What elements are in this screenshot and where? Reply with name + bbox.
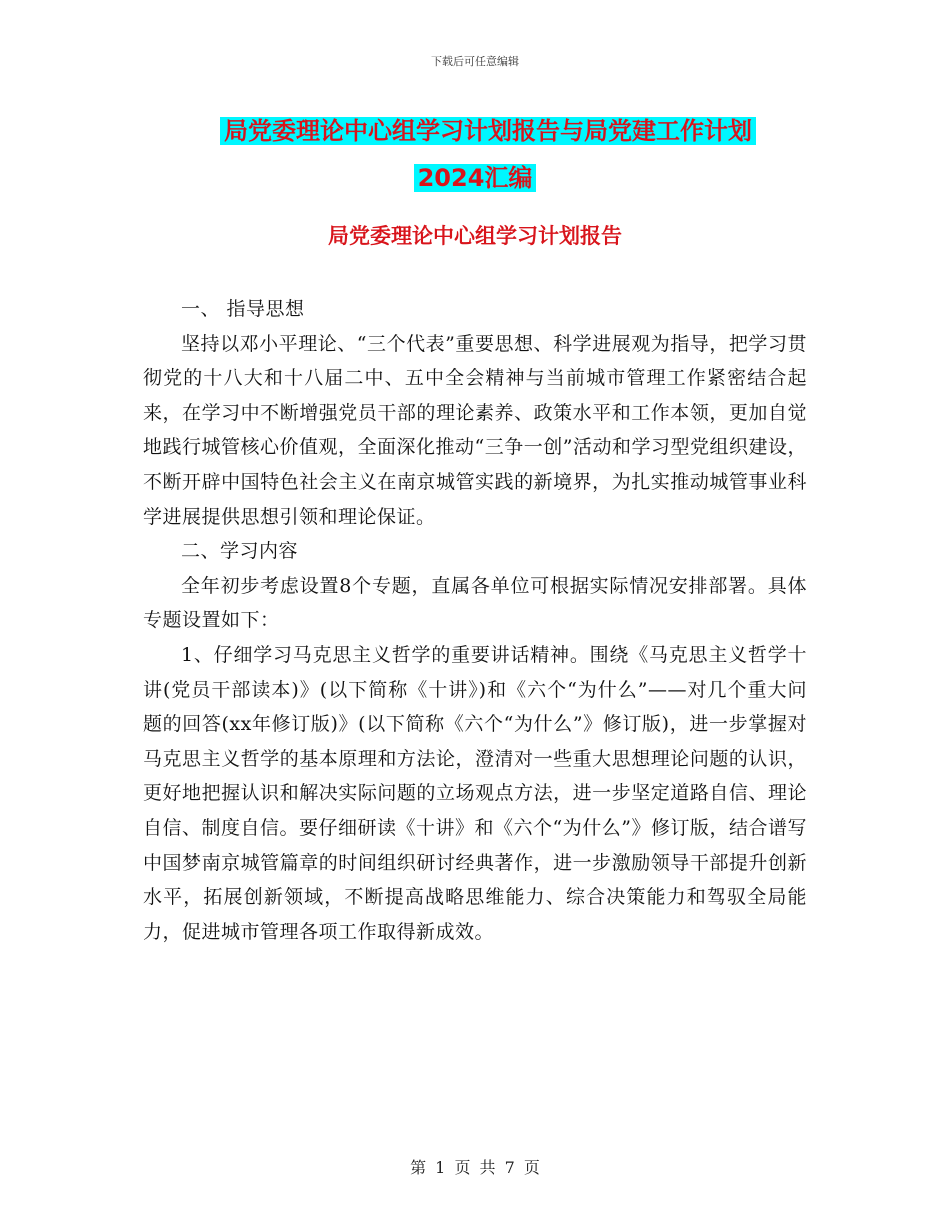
paragraph-guiding-ideology: 坚持以邓小平理论、“三个代表”重要思想、科学进展观为指导，把学习贯彻党的十八大和十八届二中、五中全会精神与当前城市管理工作紧密结合起来，在学习中不断增强党员干部的理论素养、政策水平和工作本领，更加自觉地践行城管核心价值观，全面深化推动“三争一创”活动和学习型党组织建设，不断开辟中国特色社会主义在南京城管实践的新境界，为扎实推动城管事业科学进展提供思想引领和理论保证。 — [143, 332, 807, 528]
document-title-line-2: 2024汇编 — [414, 164, 537, 192]
header-note: 下载后可任意编辑 — [431, 55, 519, 68]
document-body — [143, 292, 807, 949]
page-number: 第 1 页 共 7 页 — [410, 1158, 540, 1177]
heading-study-content: 二、学习内容 — [181, 540, 299, 563]
section-title: 局党委理论中心组学习计划报告 — [328, 224, 622, 248]
document-title-line-1: 局党委理论中心组学习计划报告与局党建工作计划 — [220, 117, 756, 145]
paragraph-topics-overview: 全年初步考虑设置8个专题，直属各单位可根据实际情况安排部署。具体专题设置如下： — [143, 574, 807, 632]
document-title — [0, 108, 950, 202]
paragraph-topic-1: 1、仔细学习马克思主义哲学的重要讲话精神。围绕《马克思主义哲学十讲(党员干部读本)》(以下简称《十讲》)和《六个“为什么”——对几个重大问题的回答(xx年修订版)》(以下简称《六个“为什么”》修订版)，进一步掌握对马克思主义哲学的基本原理和方法论，澄清对一些重大思想理论问题的认识，更好地把握认识和解决实际问题的立场观点方法，进一步坚定道路自信、理论自信、制度自信。要仔细研读《十讲》和《六个“为什么”》修订版，结合谱写中国梦南京城管篇章的时间组织研讨经典著作，进一步激励领导干部提升创新水平，拓展创新领域，不断提高战略思维能力、综合决策能力和驾驭全局能力，促进城市管理各项工作取得新成效。 — [143, 643, 807, 943]
heading-guiding-ideology: 一、 指导思想 — [181, 298, 305, 320]
